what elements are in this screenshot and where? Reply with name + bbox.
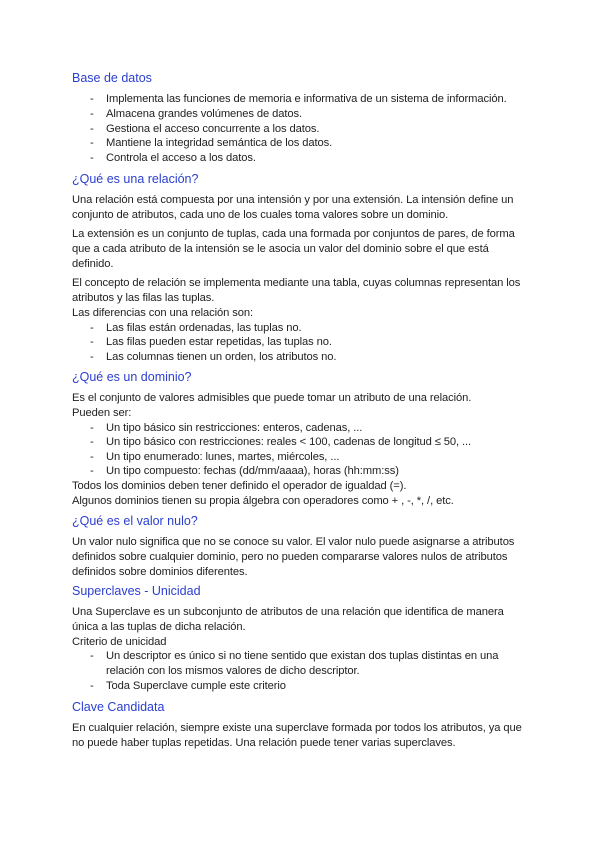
- paragraph-line: Las diferencias con una relación son:: [72, 307, 254, 319]
- bullet-dash: -: [90, 152, 94, 164]
- paragraph-line: Pueden ser:: [72, 407, 132, 419]
- bullet-dash: -: [90, 436, 94, 448]
- paragraph-line: conjunto de atributos, cada uno de los cuales toma valores sobre un dominio.: [72, 209, 449, 221]
- bullet-dash: -: [90, 422, 94, 434]
- paragraph-line: atributos y las filas las tuplas.: [72, 292, 215, 304]
- paragraph-line: definidos sobre cualquier dominio, pero no pueden compararse valores nulos de atributos: [72, 551, 508, 563]
- paragraph-line: Algunos dominios tienen su propia álgebra con operadores como + , -, *, /, etc.: [72, 495, 454, 507]
- paragraph-line: Un valor nulo significa que no se conoce su valor. El valor nulo puede asignarse a atributos: [72, 536, 515, 548]
- list-item: Un tipo básico con restricciones: reales < 100, cadenas de longitud ≤ 50, ...: [106, 436, 472, 448]
- list-item: Un tipo básico sin restricciones: enteros, cadenas, ...: [106, 422, 363, 434]
- bullet-dash: -: [90, 680, 94, 692]
- heading-dominio: ¿Qué es un dominio?: [72, 370, 192, 384]
- list-item: Toda Superclave cumple este criterio: [106, 680, 286, 692]
- paragraph-line: Una Superclave es un subconjunto de atributos de una relación que identifica de manera: [72, 606, 504, 618]
- heading-base-de-datos: Base de datos: [72, 71, 152, 85]
- list-item: Almacena grandes volúmenes de datos.: [106, 108, 303, 120]
- paragraph-line: definido.: [72, 258, 114, 270]
- bullet-dash: -: [90, 108, 94, 120]
- list-item: Las filas están ordenadas, las tuplas no.: [106, 322, 302, 334]
- list-item-continuation: relación con los mismos valores de dicho descriptor.: [106, 665, 360, 677]
- list-item: Implementa las funciones de memoria e informativa de un sistema de información.: [106, 93, 507, 105]
- list-item: Controla el acceso a los datos.: [106, 152, 256, 164]
- bullet-dash: -: [90, 123, 94, 135]
- bullet-dash: -: [90, 451, 94, 463]
- bullet-dash: -: [90, 93, 94, 105]
- list-item: Un tipo enumerado: lunes, martes, miércoles, ...: [106, 451, 340, 463]
- list-item: Gestiona el acceso concurrente a los datos.: [106, 123, 320, 135]
- paragraph-line: En cualquier relación, siempre existe una superclave formada por todos los atributos, ya que: [72, 722, 522, 734]
- heading-relacion: ¿Qué es una relación?: [72, 172, 199, 186]
- paragraph-line: Todos los dominios deben tener definido el operador de igualdad (=).: [72, 480, 407, 492]
- paragraph-line: no puede haber tuplas repetidas. Una relación puede tener varias superclaves.: [72, 737, 456, 749]
- heading-superclaves: Superclaves - Unicidad: [72, 584, 201, 598]
- paragraph-line: que a cada atributo de la intensión se le asocia un valor del dominio sobre el que está: [72, 243, 489, 255]
- bullet-dash: -: [90, 322, 94, 334]
- paragraph-line: El concepto de relación se implementa mediante una tabla, cuyas columnas representan los: [72, 277, 521, 289]
- paragraph-line: única a las tuplas de dicha relación.: [72, 621, 246, 633]
- bullet-dash: -: [90, 650, 94, 662]
- bullet-dash: -: [90, 351, 94, 363]
- list-item: Un descriptor es único si no tiene sentido que existan dos tuplas distintas en una: [106, 650, 499, 662]
- list-item: Mantiene la integridad semántica de los datos.: [106, 137, 333, 149]
- list-item: Las columnas tienen un orden, los atributos no.: [106, 351, 337, 363]
- bullet-dash: -: [90, 465, 94, 477]
- heading-valor-nulo: ¿Qué es el valor nulo?: [72, 514, 198, 528]
- bullet-dash: -: [90, 336, 94, 348]
- paragraph-line: Criterio de unicidad: [72, 636, 167, 648]
- list-item: Las filas pueden estar repetidas, las tuplas no.: [106, 336, 332, 348]
- heading-clave-candidata: Clave Candidata: [72, 700, 165, 714]
- bullet-dash: -: [90, 137, 94, 149]
- paragraph-line: definidos sobre dominios diferentes.: [72, 566, 248, 578]
- paragraph-line: Una relación está compuesta por una intensión y por una extensión. La intensión define un: [72, 194, 514, 206]
- paragraph-line: Es el conjunto de valores admisibles que puede tomar un atributo de una relación.: [72, 392, 472, 404]
- paragraph-line: La extensión es un conjunto de tuplas, cada una formada por conjuntos de pares, de forma: [72, 228, 515, 240]
- list-item: Un tipo compuesto: fechas (dd/mm/aaaa), horas (hh:mm:ss): [106, 465, 399, 477]
